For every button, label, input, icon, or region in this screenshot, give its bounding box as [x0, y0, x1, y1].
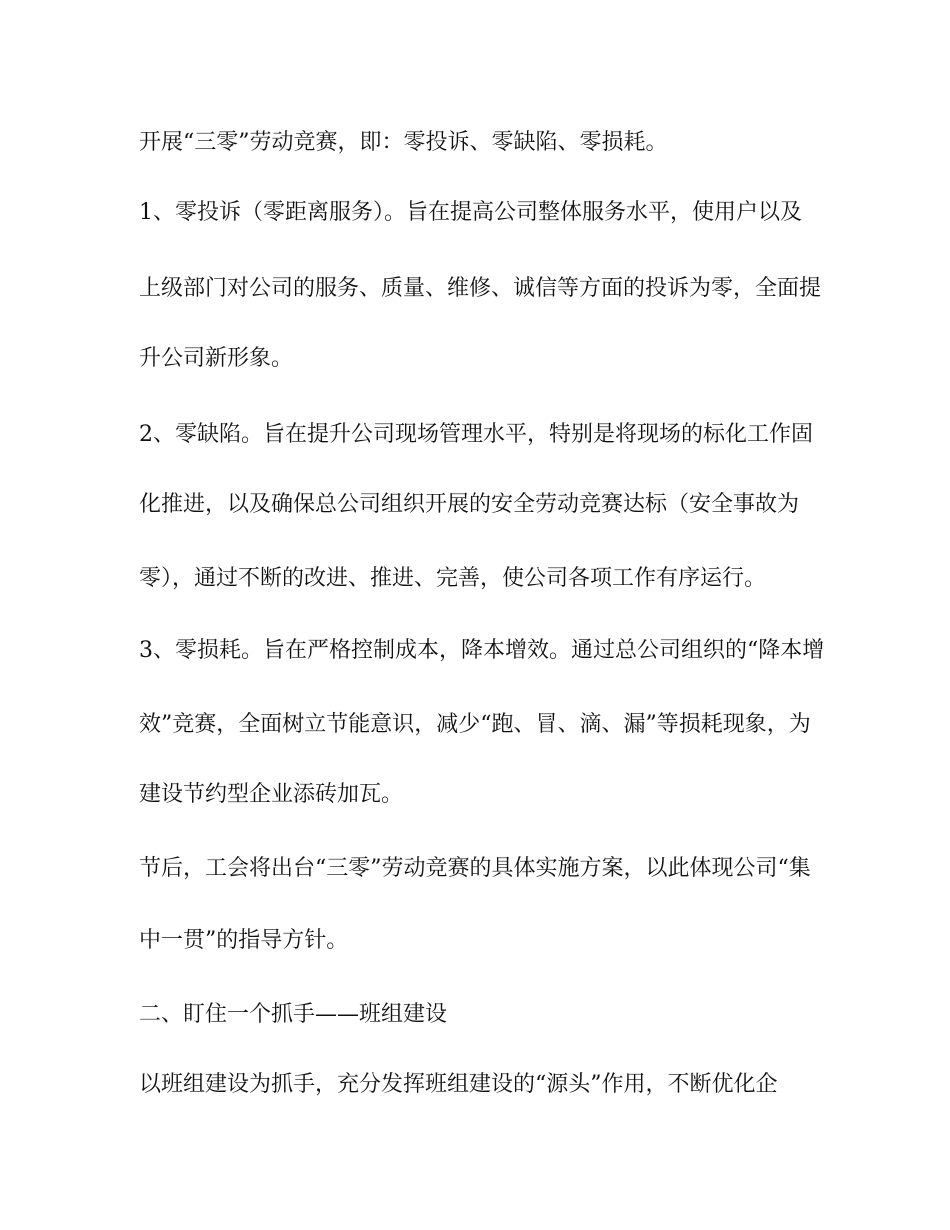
- text-line: 建设节约型企业添砖加瓦。: [139, 782, 404, 807]
- text-line: 3、零损耗。旨在严格控制成本，降本增效。通过总公司组织的“降本增: [139, 638, 825, 663]
- text-line: 上级部门对公司的服务、质量、维修、诚信等方面的投诉为零，全面提: [139, 276, 822, 301]
- text-line: 零），通过不断的改进、推进、完善，使公司各项工作有序运行。: [139, 566, 767, 591]
- text-line: 效”竞赛，全面树立节能意识，减少“跑、冒、滴、漏”等损耗现象，为: [139, 712, 811, 737]
- text-line: 节后，工会将出台“三零”劳动竞赛的具体实施方案，以此体现公司“集: [139, 856, 811, 881]
- text-line: 开展“三零”劳动竞赛，即：零投诉、零缺陷、零损耗。: [139, 130, 668, 155]
- text-line: 升公司新形象。: [139, 346, 294, 371]
- text-line: 中一贯”的指导方针。: [139, 928, 349, 953]
- text-line: 1、零投诉（零距离服务）。旨在提高公司整体服务水平，使用户以及: [139, 200, 802, 225]
- section-heading: 二、盯住一个抓手——班组建设: [139, 1002, 448, 1027]
- text-line: 以班组建设为抓手，充分发挥班组建设的“源头”作用，不断优化企: [139, 1072, 778, 1097]
- text-line: 化推进，以及确保总公司组织开展的安全劳动竞赛达标（安全事故为: [139, 492, 800, 517]
- text-line: 2、零缺陷。旨在提升公司现场管理水平，特别是将现场的标化工作固: [139, 422, 813, 447]
